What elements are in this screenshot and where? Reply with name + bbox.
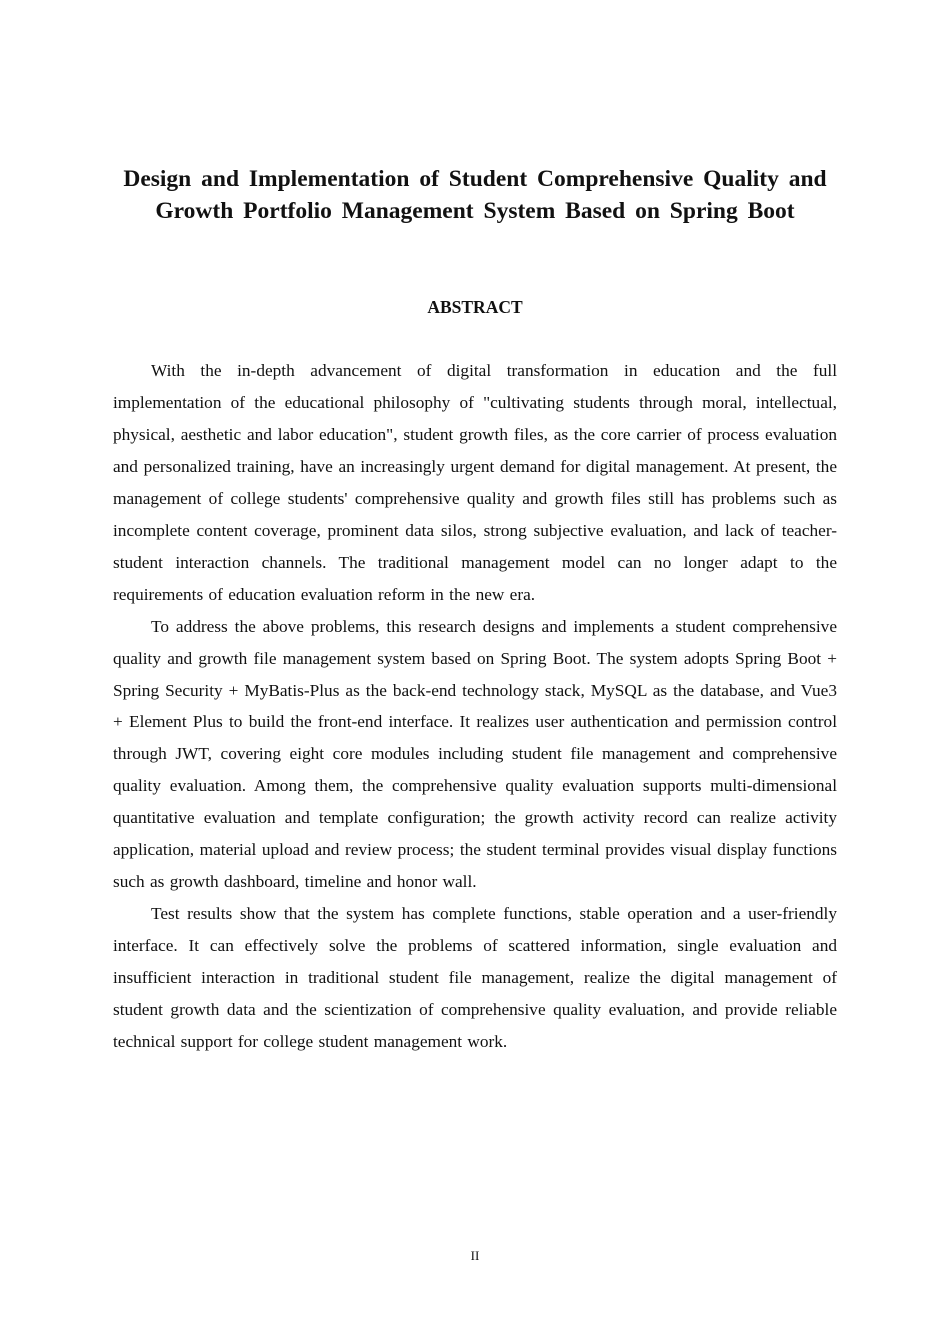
abstract-paragraph-3: Test results show that the system has complete functions, stable operation and a user-friendly interface. It can effectively solve the problems of scattered information, single evaluation and insufficient interaction in traditional student file management, realize the digital management of student growth data and the scientization of comprehensive quality evaluation, and provide reliable technical support for college student management work. xyxy=(113,904,837,1052)
abstract-paragraph-2: To address the above problems, this research designs and implements a student comprehensive quality and growth file management system based on Spring Boot. The system adopts Spring Boot + Spring Security + MyBatis-Plus as the back-end technology stack, MySQL as the database, and Vue3 + Element Plus to build the front-end interface. It realizes user authentication and permission control through JWT, covering eight core modules including student file management and comprehensive quality evaluation. Among them, the comprehensive quality evaluation supports multi-dimensional quantitative evaluation and template configuration; the growth activity record can realize activity application, material upload and review process; the student terminal provides visual display functions such as growth dashboard, timeline and honor wall. xyxy=(113,616,837,892)
abstract-paragraph-1: With the in-depth advancement of digital transformation in education and the full implementation of the educational philosophy of "cultivating students through moral, intellectual, physical, aesthetic and labor education", student growth files, as the core carrier of process evaluation and personalized training, have an increasingly urgent demand for digital management. At present, the management of college students' comprehensive quality and growth files still has problems such as incomplete content coverage, prominent data silos, strong subjective evaluation, and lack of teacher-student interaction channels. The traditional management model can no longer adapt to the requirements of education evaluation reform in the new era. xyxy=(113,361,837,604)
document-title: Design and Implementation of Student Comprehensive Quality and Growth Portfolio Management System Based on Spring Boot xyxy=(123,166,827,224)
abstract-heading: ABSTRACT xyxy=(427,297,523,317)
page-number: II xyxy=(470,1248,480,1263)
abstract-body xyxy=(113,355,837,1058)
